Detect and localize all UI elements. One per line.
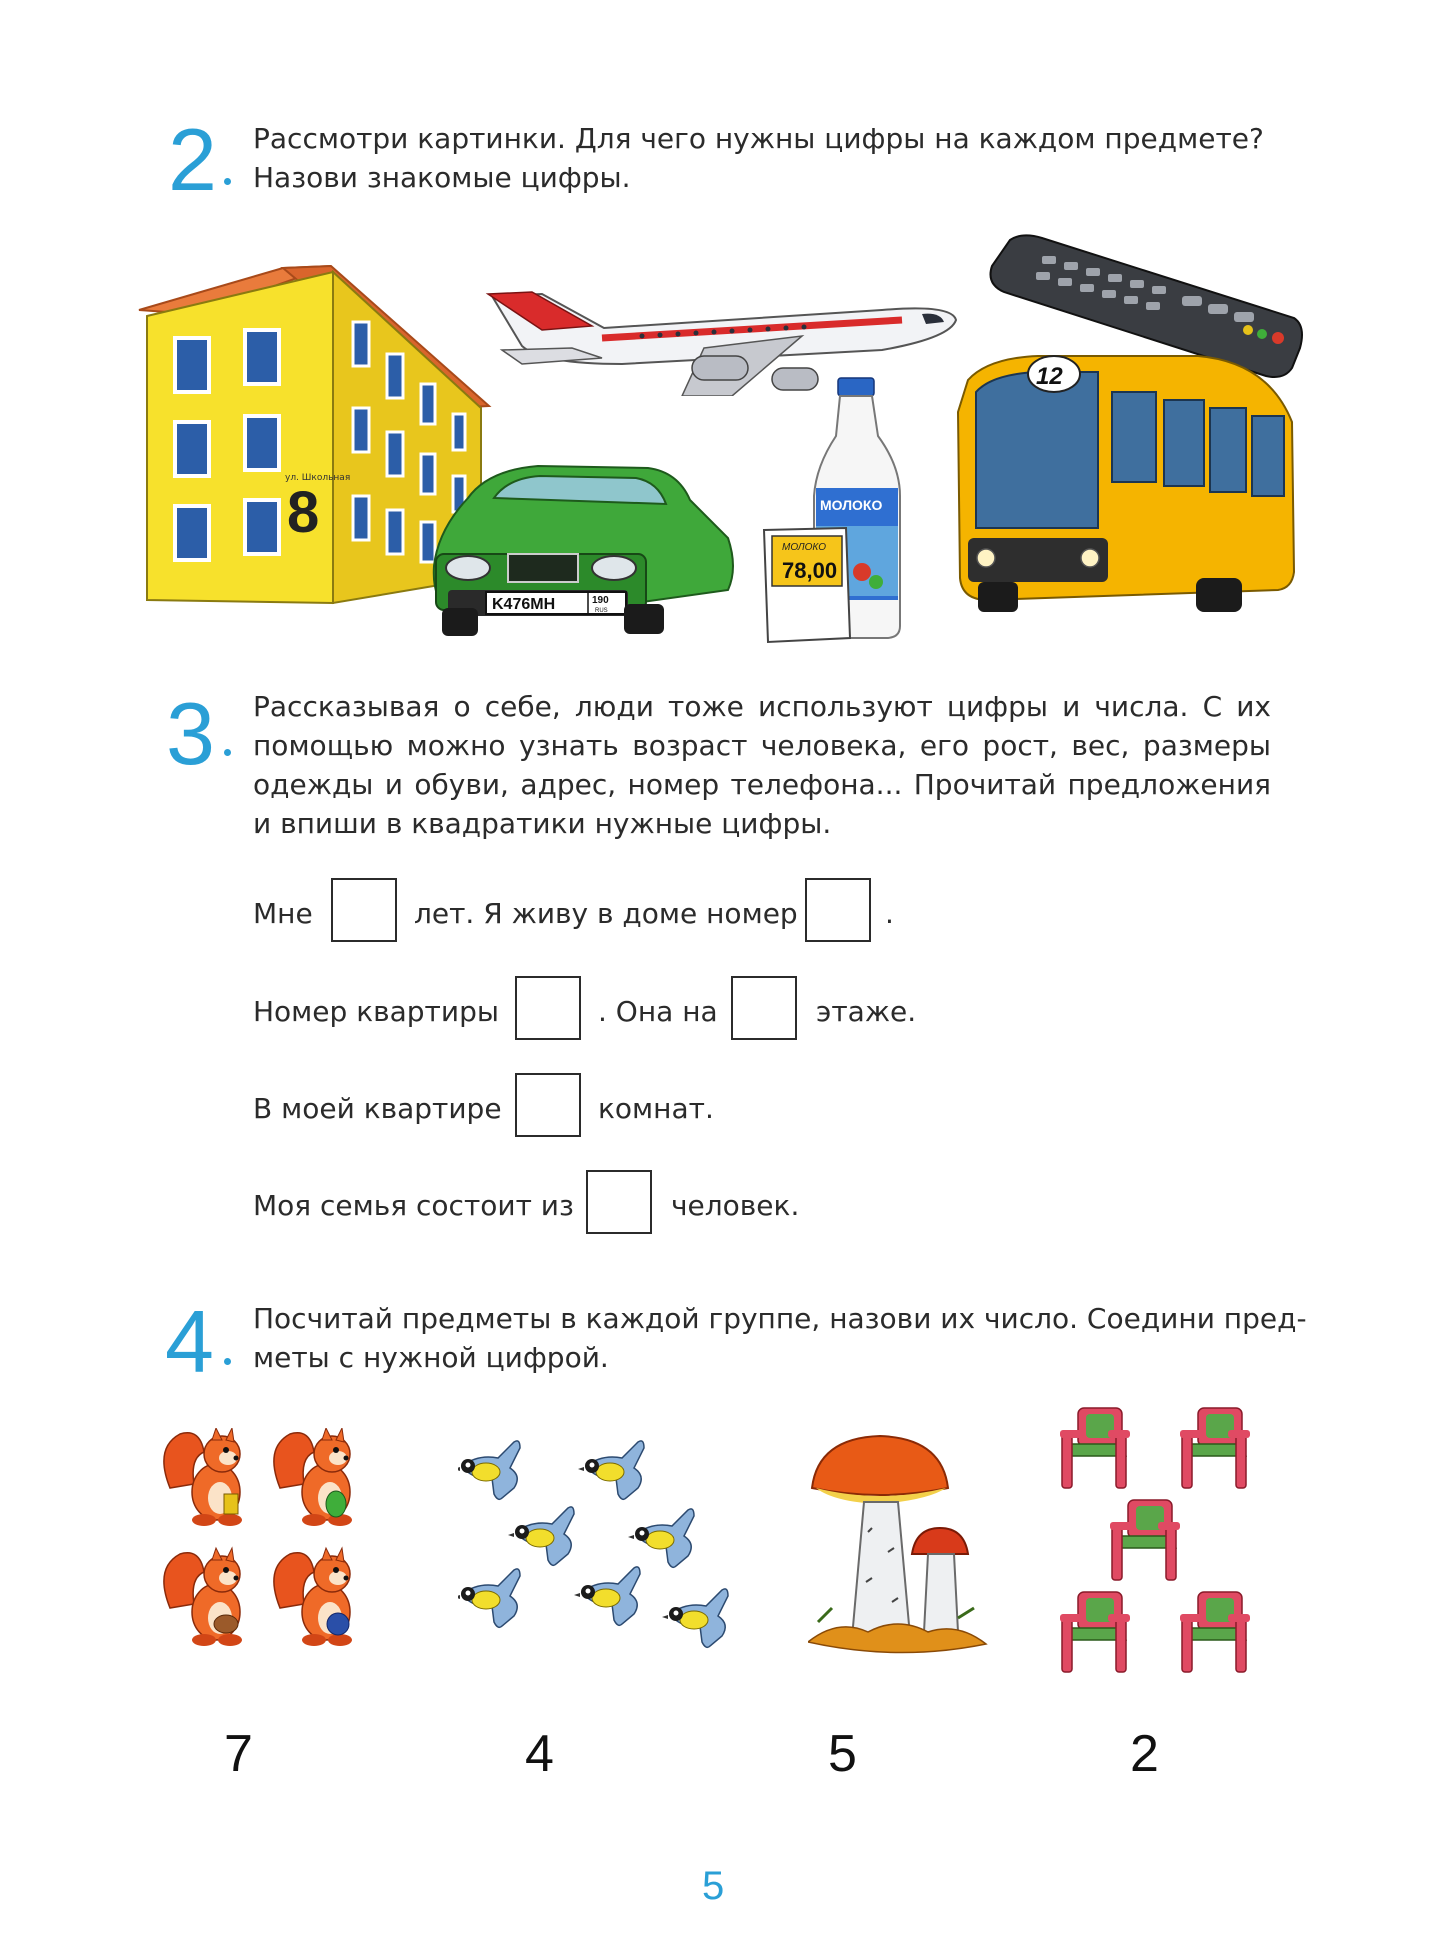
bird-icon <box>508 1507 574 1565</box>
text-line: и впиши в квадратики нужные цифры. <box>253 807 832 840</box>
sentence-apartment-floor <box>253 976 953 1048</box>
bus-illustration <box>948 352 1300 622</box>
answer-box-apartment-number[interactable] <box>515 976 581 1040</box>
text-line: помощью можно узнать возраст человека, его рост, вес, размеры <box>253 729 1271 762</box>
sentence-text: . Она на <box>598 995 718 1028</box>
milk-illustration <box>758 376 908 646</box>
text-line: Посчитай предметы в каждой группе, назови их число. Соедини пред- <box>253 1302 1307 1335</box>
text-line: Рассказывая о себе, люди тоже используют цифры и числа. С их <box>253 690 1271 723</box>
answer-box-house-number[interactable] <box>805 878 871 942</box>
text-line: меты с нужной цифрой. <box>253 1341 609 1374</box>
building-number: 8 <box>287 480 320 545</box>
building-sign: ул. Школьная <box>285 473 351 483</box>
bus-route-number: 12 <box>1036 363 1063 390</box>
sentence-text: Моя семья состоит из <box>253 1189 574 1222</box>
answer-box-family-members[interactable] <box>586 1170 652 1234</box>
task-number-dot <box>224 178 231 185</box>
squirrel-group[interactable] <box>160 1428 380 1658</box>
bird-icon <box>458 1569 520 1627</box>
answer-box-age[interactable] <box>331 878 397 942</box>
bird-icon <box>574 1567 640 1625</box>
bird-icon <box>578 1441 644 1499</box>
chair-icon <box>1060 1408 1130 1488</box>
chair-icon <box>1180 1408 1250 1488</box>
task-number-2: 2 <box>168 110 217 209</box>
bird-group[interactable] <box>458 1434 750 1664</box>
chair-group[interactable] <box>1056 1404 1274 1684</box>
license-plate-region-sub: RUS <box>595 608 608 614</box>
sentence-text: этаже. <box>816 995 917 1028</box>
text-line: Назови знакомые цифры. <box>253 161 631 194</box>
sentence-text: В моей квартире <box>253 1092 502 1125</box>
sentence-text: Номер квартиры <box>253 995 499 1028</box>
license-plate-number: K476MH <box>492 596 556 613</box>
license-plate-region: 190 <box>592 595 609 606</box>
sentence-text: человек. <box>671 1189 800 1222</box>
task-number-dot <box>224 1358 231 1365</box>
page-number: 5 <box>702 1864 725 1908</box>
bird-icon <box>662 1589 728 1647</box>
bird-icon <box>628 1509 694 1567</box>
price-tag-value: 78,00 <box>782 558 838 583</box>
mushroom-group[interactable] <box>808 1432 988 1662</box>
chair-icon <box>1180 1592 1250 1672</box>
task-number-3: 3 <box>166 684 215 783</box>
task-number-4: 4 <box>165 1292 214 1391</box>
answer-box-rooms[interactable] <box>515 1073 581 1137</box>
sentence-age-house <box>253 878 953 950</box>
digit-option[interactable]: 7 <box>224 1725 253 1783</box>
digit-option[interactable]: 4 <box>525 1725 554 1783</box>
answer-box-floor[interactable] <box>731 976 797 1040</box>
task-2-instructions <box>253 119 1264 197</box>
task-number-dot <box>224 749 231 756</box>
sentence-text: лет. Я живу в доме номер <box>414 897 798 930</box>
chair-icon <box>1060 1592 1130 1672</box>
bird-icon <box>458 1441 520 1499</box>
digit-option[interactable]: 2 <box>1130 1725 1159 1783</box>
sentence-rooms <box>253 1073 813 1145</box>
task-4-instructions <box>253 1299 1307 1377</box>
sentence-text: Мне <box>253 897 313 930</box>
milk-label: МОЛОКО <box>820 497 883 513</box>
chair-icon <box>1110 1500 1180 1580</box>
text-line: одежды и обуви, адрес, номер телефона... Прочитай предложения <box>253 768 1271 801</box>
sentence-family <box>253 1170 873 1242</box>
car-illustration <box>428 458 738 638</box>
sentence-text: . <box>885 897 894 930</box>
digit-option[interactable]: 5 <box>828 1725 857 1783</box>
price-tag-title: МОЛОКО <box>782 542 826 553</box>
task-3-instructions <box>253 687 1271 843</box>
sentence-text: комнат. <box>598 1092 714 1125</box>
text-line: Рассмотри картинки. Для чего нужны цифры на каждом предмете? <box>253 122 1264 155</box>
